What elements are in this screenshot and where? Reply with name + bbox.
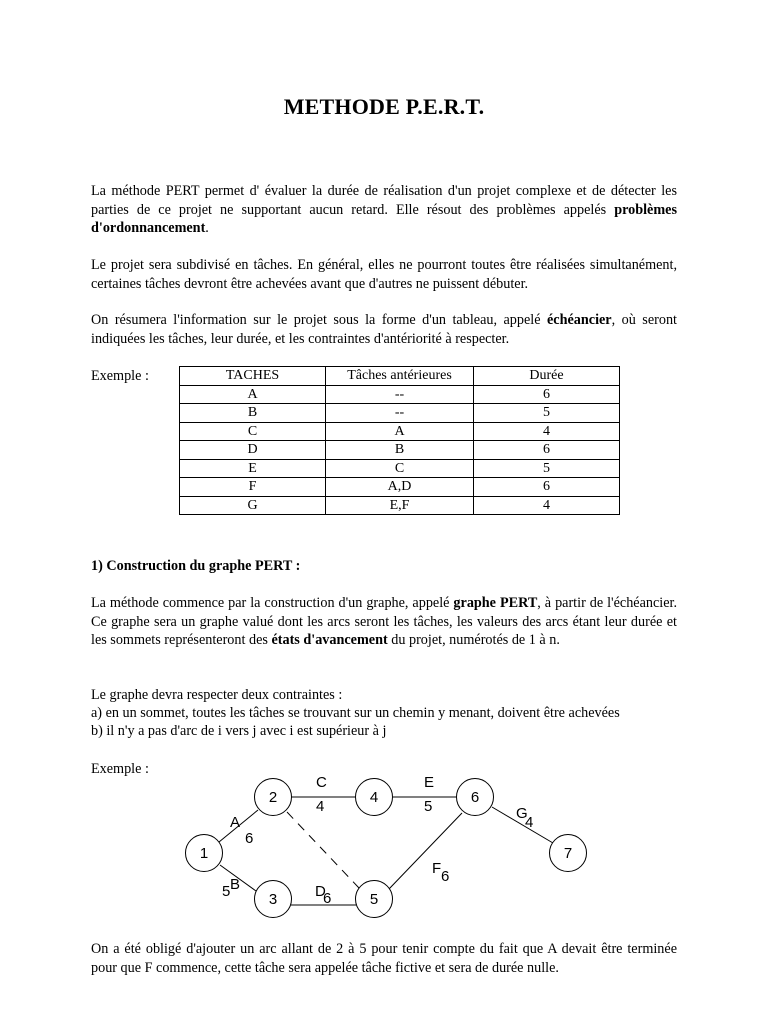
table-header-duree: Durée bbox=[474, 367, 620, 386]
table-cell: 6 bbox=[474, 478, 620, 497]
intro-p1-bold: problèmes d'ordonnancement bbox=[91, 201, 677, 236]
graph-example-label: Exemple : bbox=[91, 761, 149, 777]
arc-c-duration-label: 4 bbox=[316, 798, 325, 815]
table-row bbox=[180, 404, 620, 423]
node-4 bbox=[356, 779, 393, 816]
s1-p1-bold1: graphe PERT bbox=[453, 595, 538, 611]
section-1-heading bbox=[91, 557, 300, 576]
intro-p1-end: . bbox=[205, 220, 209, 236]
arc-e-task-label: E bbox=[424, 774, 435, 791]
s1-p1-bold2: états d'avancement bbox=[271, 632, 388, 648]
node-3 bbox=[255, 881, 292, 918]
arc-a-duration-label: 6 bbox=[245, 830, 254, 847]
intro-p3-a: On résumera l'information sur le projet sous la forme d'un tableau, appelé bbox=[91, 312, 547, 328]
intro-paragraph-3 bbox=[91, 311, 677, 348]
table-cell: C bbox=[180, 422, 326, 441]
node-2 bbox=[255, 779, 292, 816]
s1-p1-a: La méthode commence par la construction d'un graphe, appelé bbox=[91, 595, 454, 611]
table-row bbox=[180, 496, 620, 515]
s1-p1-c: du projet, numérotés de 1 à n. bbox=[387, 632, 560, 648]
arc-f-duration-label: 6 bbox=[441, 868, 450, 885]
node-1-label: 1 bbox=[199, 845, 209, 862]
table-cell: F bbox=[180, 478, 326, 497]
intro-p3-b: , où seront indiquées les tâches, leur durée, et les contraintes d'antériorité à respecter. bbox=[91, 312, 677, 347]
page-title: METHODE P.E.R.T. bbox=[283, 94, 485, 119]
table-cell: G bbox=[180, 496, 326, 515]
node-5-label: 5 bbox=[369, 891, 379, 908]
table-cell: 6 bbox=[474, 385, 620, 404]
table-row bbox=[180, 459, 620, 478]
node-6 bbox=[457, 779, 494, 816]
section-1-heading-text: 1) Construction du graphe PERT : bbox=[91, 558, 301, 574]
intro-paragraph-2: Le projet sera subdivisé en tâches. En général, elles ne pourront toutes être réalisées simultanément, certaines tâches devront être achevées avant que d'autres ne puissent débuter. bbox=[91, 257, 677, 292]
node-6-label: 6 bbox=[470, 789, 480, 806]
node-7-label: 7 bbox=[563, 845, 573, 862]
table-header-taches: TACHES bbox=[180, 367, 326, 386]
table-row bbox=[180, 441, 620, 460]
table-cell: 4 bbox=[474, 422, 620, 441]
arc-d-task-label: D bbox=[315, 883, 326, 900]
table-cell: 6 bbox=[474, 441, 620, 460]
node-5 bbox=[356, 881, 393, 918]
arc-b-duration-label: 5 bbox=[222, 883, 231, 900]
example-label: Exemple : bbox=[91, 368, 149, 384]
table-header-row bbox=[180, 367, 620, 386]
conclusion-paragraph: On a été obligé d'ajouter un arc allant de 2 à 5 pour tenir compte du fait que A devait être terminée pour que F commence, cette tâche sera appelée tâche fictive et sera de durée nulle. bbox=[91, 941, 677, 976]
intro-p3-bold: échéancier bbox=[547, 312, 612, 328]
table-row bbox=[180, 385, 620, 404]
table-cell: A,D bbox=[326, 478, 474, 497]
table-header-anterieures: Tâches antérieures bbox=[326, 367, 474, 386]
arc-fictive bbox=[287, 812, 359, 888]
section-1-paragraph bbox=[91, 594, 677, 650]
arc-e-duration-label: 5 bbox=[424, 798, 433, 815]
table-cell: 4 bbox=[474, 496, 620, 515]
table-cell: C bbox=[326, 459, 474, 478]
table-cell: 5 bbox=[474, 459, 620, 478]
arc-c-task-label: C bbox=[316, 774, 327, 791]
table-cell: -- bbox=[326, 404, 474, 423]
table-cell: A bbox=[326, 422, 474, 441]
arc-b-task-label: B bbox=[230, 876, 241, 893]
table-row bbox=[180, 478, 620, 497]
constraint-b: b) il n'y a pas d'arc de i vers j avec i est supérieur à j bbox=[91, 723, 387, 739]
table-cell: B bbox=[326, 441, 474, 460]
table-cell: E bbox=[180, 459, 326, 478]
arc-a-task-label: A bbox=[230, 814, 241, 831]
node-3-label: 3 bbox=[268, 891, 278, 908]
constraint-a: a) en un sommet, toutes les tâches se trouvant sur un chemin y menant, doivent être achevées bbox=[91, 705, 620, 721]
schedule-table bbox=[179, 366, 620, 515]
s1-p1-b: , à partir de l'échéancier. Ce graphe sera un graphe valué dont les arcs seront les tâches, les valeurs des arcs étant leur durée et les sommets représenteront des bbox=[91, 595, 678, 648]
intro-paragraph-1 bbox=[91, 182, 677, 238]
table-row bbox=[180, 422, 620, 441]
constraints-intro: Le graphe devra respecter deux contraintes : bbox=[91, 687, 343, 703]
table-cell: B bbox=[180, 404, 326, 423]
table-cell: D bbox=[180, 441, 326, 460]
node-4-label: 4 bbox=[369, 789, 379, 806]
node-7 bbox=[550, 835, 587, 872]
arc-g-task-label: G bbox=[516, 805, 528, 822]
table-cell: -- bbox=[326, 385, 474, 404]
table-cell: 5 bbox=[474, 404, 620, 423]
arc-d-duration-label: 6 bbox=[323, 890, 332, 907]
arc-f-task-label: F bbox=[432, 860, 442, 877]
table-cell: A bbox=[180, 385, 326, 404]
node-1 bbox=[186, 835, 223, 872]
table-cell: E,F bbox=[326, 496, 474, 515]
arc-f bbox=[389, 813, 462, 889]
node-2-label: 2 bbox=[268, 789, 278, 806]
arc-g-duration-label: 4 bbox=[525, 814, 534, 831]
intro-p1-text: La méthode PERT permet d' évaluer la durée de réalisation d'un projet complexe et de détecter les parties de ce projet ne supportant aucun retard. Elle résout des problèmes appelés bbox=[91, 183, 677, 218]
pert-graph bbox=[0, 760, 768, 935]
